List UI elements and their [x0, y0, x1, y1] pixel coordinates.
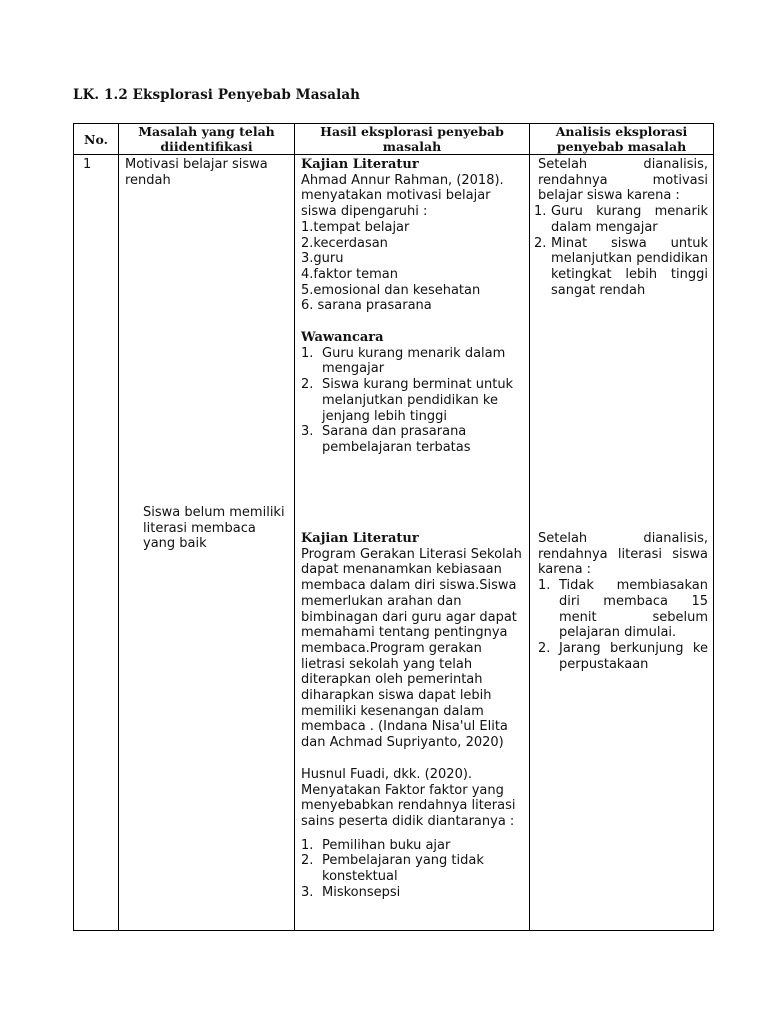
list-item: 1. Guru kurang menarik dalam mengajar — [301, 345, 506, 377]
list-item: 2. Pembelajaran yang tidak konstektual — [301, 853, 484, 885]
list-item: 1. Pemilihan buku ajar — [301, 837, 451, 853]
list-item: 1. Guru kurang menarik dalam mengajar — [534, 204, 708, 235]
masalah-1: Motivasi belajar siswa rendah — [125, 157, 268, 188]
kajian-heading-2: Kajian Literatur — [301, 531, 419, 546]
analisis-2 — [538, 531, 708, 672]
list-item: 3. Miskonsepsi — [301, 884, 401, 900]
list-item: 2. Minat siswa untuk melanjutkan pendidikan ketingkat lebih tinggi sangat rendah — [534, 235, 708, 298]
kajian-item: 2.kecerdasan — [301, 235, 388, 251]
cell-hasil — [295, 155, 530, 931]
kajian-body-2: Program Gerakan Literasi Sekolah dapat menanamkan kebiasaan membaca dalam diri siswa.Siswa memerlukan arahan dan bimbinagan dari guru agar dapat memahami tentang pentingnya membaca.Program gerakan lietrasi sekolah yang telah diterapkan oleh pemerintah diharapkan siswa dapat lebih memiliki kesenangan dalam membaca . (Indana Nisa'ul Elita dan Achmad Supriyanto, 2020) — [301, 546, 522, 751]
exploration-table — [73, 123, 714, 931]
kajian-item: 4.faktor teman — [301, 266, 398, 282]
list-item: 1. Tidak membiasakan diri membaca 15 menit sebelum pelajaran dimulai. — [538, 578, 708, 641]
cell-masalah — [119, 155, 295, 931]
wawancara-section — [301, 330, 524, 456]
table-header-row — [74, 124, 714, 155]
kajian-literatur-2 — [301, 531, 524, 900]
header-hasil: Hasil eksplorasi penyebab masalah — [295, 124, 530, 155]
cell-analisis — [530, 155, 714, 931]
kajian-body-3: Husnul Fuadi, dkk. (2020). Menyatakan Faktor faktor yang menyebabkan rendahnya literasi sains peserta didik diantaranya : — [301, 766, 516, 829]
table-row — [74, 155, 714, 931]
list-item: 3. Sarana dan prasarana pembelajaran terbatas — [301, 424, 471, 455]
kajian-item: 1.tempat belajar — [301, 219, 410, 235]
kajian-literatur-1 — [301, 157, 524, 314]
list-item: 2. Jarang berkunjung ke perpustakaan — [538, 640, 708, 672]
kajian-source-1: Ahmad Annur Rahman, (2018). — [301, 172, 504, 188]
list-item: 2. Siswa kurang berminat untuk melanjutkan pendidikan ke jenjang lebih tinggi — [301, 377, 514, 424]
cell-no — [74, 155, 119, 931]
analisis-1 — [534, 157, 708, 298]
masalah-2: Siswa belum memiliki literasi membaca yang baik — [143, 505, 285, 552]
row-number: 1 — [83, 157, 92, 172]
page-title: LK. 1.2 Eksplorasi Penyebab Masalah — [73, 87, 361, 103]
kajian-intro-1: menyatakan motivasi belajar siswa dipengaruhi : — [301, 188, 491, 220]
wawancara-heading: Wawancara — [301, 330, 384, 346]
kajian-heading-1: Kajian Literatur — [301, 157, 419, 172]
header-masalah: Masalah yang telah diidentifikasi — [119, 124, 295, 155]
header-no: No. — [74, 124, 119, 155]
kajian-item: 3.guru — [301, 251, 344, 267]
header-analisis: Analisis eksplorasi penyebab masalah — [530, 124, 714, 155]
analisis-intro-2: Setelah dianalisis, rendahnya literasi siswa karena : — [538, 531, 708, 578]
kajian-item: 5.emosional dan kesehatan — [301, 282, 481, 298]
kajian-item: 6. sarana prasarana — [301, 298, 432, 314]
analisis-intro-1: Setelah dianalisis, rendahnya motivasi belajar siswa karena : — [538, 157, 708, 204]
